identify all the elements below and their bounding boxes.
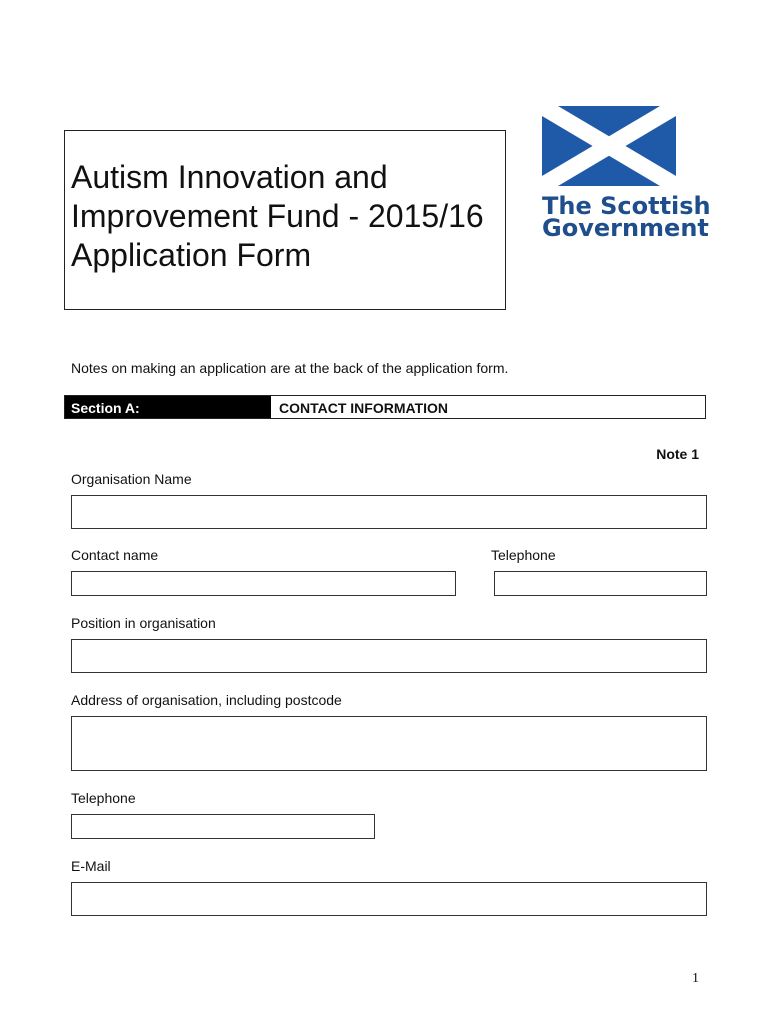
contact-telephone-label: Telephone bbox=[491, 547, 556, 563]
section-label: Section A: bbox=[65, 396, 271, 418]
title-line-3: Application Form bbox=[71, 237, 312, 273]
address-label: Address of organisation, including postcode bbox=[71, 692, 342, 708]
telephone-field[interactable] bbox=[71, 814, 375, 839]
telephone-label: Telephone bbox=[71, 790, 136, 806]
logo-text-line2: Government bbox=[542, 214, 709, 242]
title-line-1: Autism Innovation and bbox=[71, 159, 388, 195]
logo-text-line1: The Scottish bbox=[542, 192, 711, 220]
title-line-2: Improvement Fund - 2015/16 bbox=[71, 198, 484, 234]
organisation-name-label: Organisation Name bbox=[71, 471, 192, 487]
address-field[interactable] bbox=[71, 716, 707, 771]
application-notes: Notes on making an application are at the back of the application form. bbox=[71, 360, 509, 376]
position-label: Position in organisation bbox=[71, 615, 216, 631]
title-box bbox=[64, 130, 506, 310]
email-field[interactable] bbox=[71, 882, 707, 916]
position-field[interactable] bbox=[71, 639, 707, 673]
section-header bbox=[64, 395, 706, 419]
scottish-government-logo bbox=[538, 106, 711, 242]
contact-name-field[interactable] bbox=[71, 571, 456, 596]
contact-telephone-field[interactable] bbox=[494, 571, 707, 596]
note-reference: Note 1 bbox=[656, 446, 699, 462]
contact-name-label: Contact name bbox=[71, 547, 159, 563]
form-title bbox=[71, 158, 501, 275]
section-title: CONTACT INFORMATION bbox=[279, 400, 449, 416]
email-label: E-Mail bbox=[71, 858, 111, 874]
saltire-flag-icon bbox=[538, 106, 711, 242]
page-number: 1 bbox=[692, 971, 699, 986]
organisation-name-field[interactable] bbox=[71, 495, 707, 529]
